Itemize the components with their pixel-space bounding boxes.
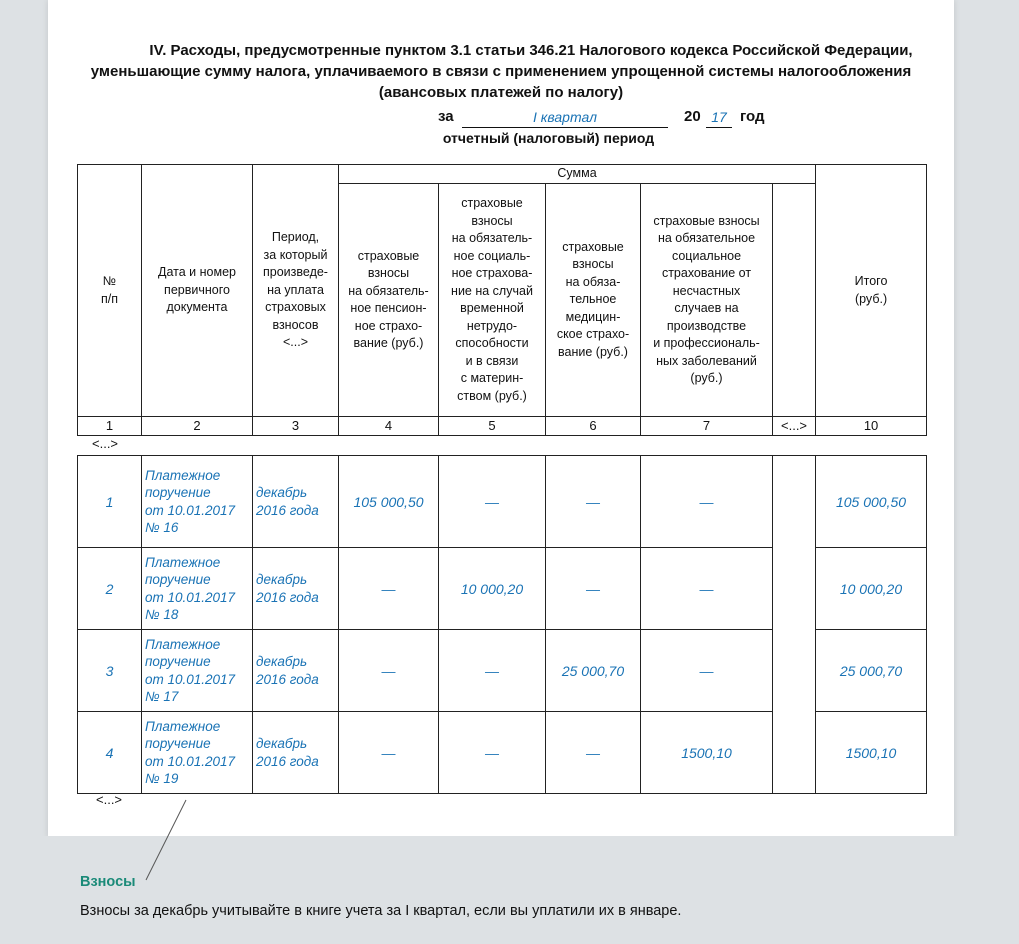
row-doc: Платежное поручение от 10.01.2017 № 18	[142, 548, 253, 630]
row-social: —	[439, 630, 546, 712]
col-num: 7	[641, 417, 773, 436]
za-label: за	[438, 108, 454, 125]
row-accident: —	[641, 630, 773, 712]
row-period: декабрь 2016 года	[253, 712, 339, 794]
heading-line-1: IV. Расходы, предусмотренные пунктом 3.1 статьи 346.21 Налогового кодекса Российской Федерации,	[149, 42, 913, 59]
row-doc: Платежное поручение от 10.01.2017 № 19	[142, 712, 253, 794]
col-num: 3	[253, 417, 339, 436]
row-num: 3	[78, 630, 142, 712]
row-period: декабрь 2016 года	[253, 630, 339, 712]
header-doc: Дата и номер первичного документа	[142, 165, 253, 417]
row-num: 4	[78, 712, 142, 794]
col-num: 5	[439, 417, 546, 436]
row-pension: —	[339, 712, 439, 794]
row-pension: 105 000,50	[339, 456, 439, 548]
ellipsis-bottom: <...>	[96, 792, 123, 807]
header-medical: страховые взносы на обяза- тельное медицин- ское страхо- вание (руб.)	[546, 184, 641, 417]
row-doc: Платежное поручение от 10.01.2017 № 16	[142, 456, 253, 548]
year-field[interactable]: 17	[706, 107, 732, 128]
row-num: 2	[78, 548, 142, 630]
row-total: 25 000,70	[816, 630, 927, 712]
row-doc: Платежное поручение от 10.01.2017 № 17	[142, 630, 253, 712]
period-field[interactable]: I квартал	[462, 107, 668, 128]
row-pension: —	[339, 548, 439, 630]
col-num: 4	[339, 417, 439, 436]
header-num: № п/п	[78, 165, 142, 417]
row-accident: —	[641, 548, 773, 630]
period-caption: отчетный (налоговый) период	[442, 130, 655, 146]
row-accident: —	[641, 456, 773, 548]
row-period: декабрь 2016 года	[253, 456, 339, 548]
col-num: 2	[142, 417, 253, 436]
row-medical: —	[546, 456, 641, 548]
col-num: 6	[546, 417, 641, 436]
ellipsis-top: <...>	[92, 436, 119, 451]
row-period: декабрь 2016 года	[253, 548, 339, 630]
row-social: —	[439, 712, 546, 794]
row-total: 10 000,20	[816, 548, 927, 630]
header-pension: страховые взносы на обязатель- ное пенсион- ное страхо- вание (руб.)	[339, 184, 439, 417]
row-medical: 25 000,70	[546, 630, 641, 712]
row-social: 10 000,20	[439, 548, 546, 630]
row-pension: —	[339, 630, 439, 712]
header-period: Период, за который произведе- на уплата страховых взносов <...>	[253, 165, 339, 417]
row-medical: —	[546, 712, 641, 794]
col-num: 1	[78, 417, 142, 436]
header-accident: страховые взносы на обязательное социальное страхование от несчастных случаев на производстве и профессиональ- ных заболеваний (руб.)	[641, 184, 773, 417]
year-suffix: год	[740, 108, 765, 125]
callout-text: Взносы за декабрь учитывайте в книге учета за I квартал, если вы уплатили их в январе.	[80, 903, 682, 919]
row-medical: —	[546, 548, 641, 630]
callout-title: Взносы	[80, 874, 136, 890]
col-num: <...>	[773, 417, 816, 436]
row-social: —	[439, 456, 546, 548]
header-social: страховые взносы на обязатель- ное социаль- ное страхова- ние на случай временной нетрудо- способности и в связи с материн- ством (руб.)	[439, 184, 546, 417]
header-sum: Сумма	[339, 165, 816, 184]
heading-line-3: (авансовых платежей по налогу)	[378, 84, 624, 101]
row-num: 1	[78, 456, 142, 548]
col-num: 10	[816, 417, 927, 436]
row-total: 1500,10	[816, 712, 927, 794]
row-accident: 1500,10	[641, 712, 773, 794]
row-total: 105 000,50	[816, 456, 927, 548]
heading-line-2: уменьшающие сумму налога, уплачиваемого в связи с применением упрощенной системы налогообложения	[90, 63, 912, 80]
header-total: Итого (руб.)	[816, 165, 927, 417]
year-prefix: 20	[684, 108, 701, 125]
